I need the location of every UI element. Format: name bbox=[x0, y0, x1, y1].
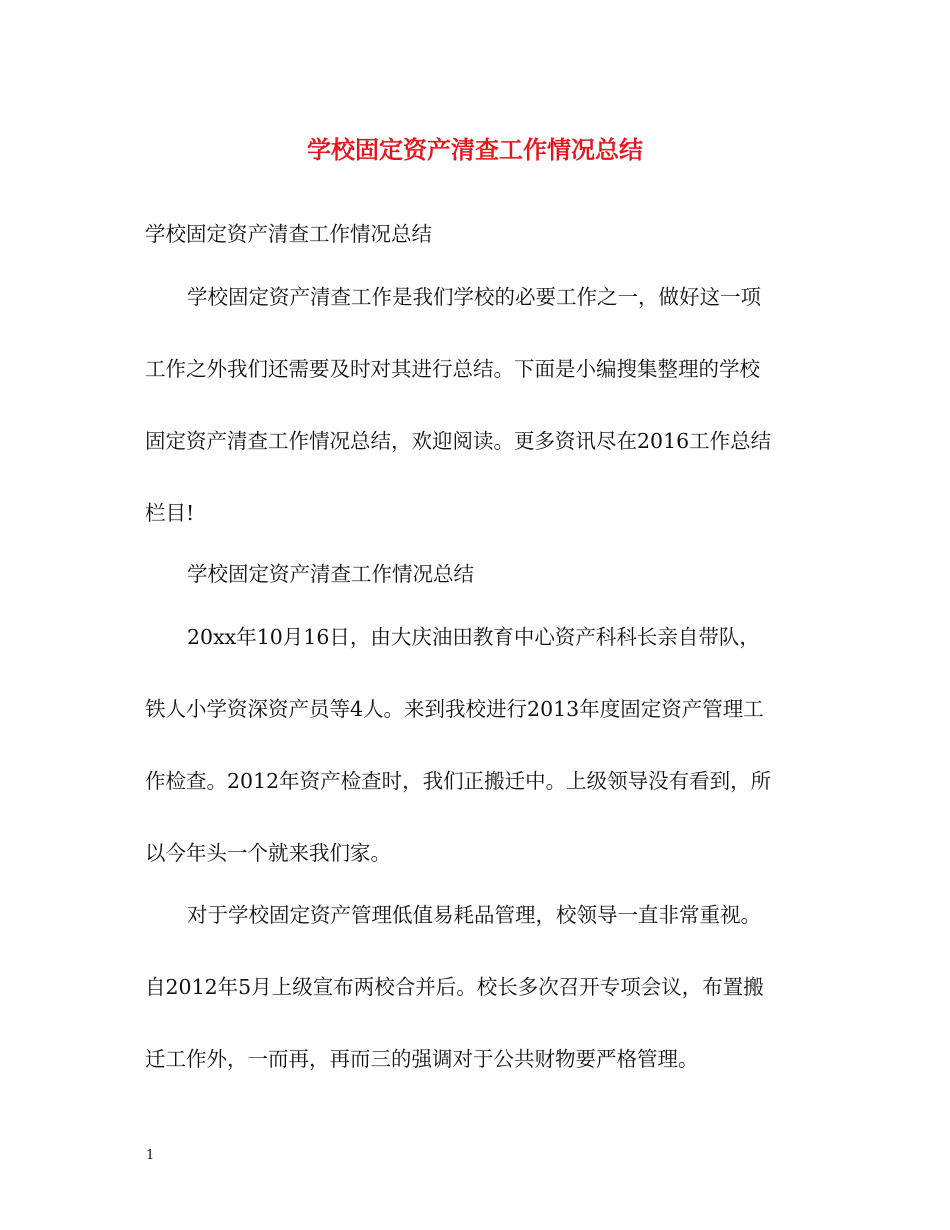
paragraph-line: 栏目! bbox=[145, 501, 195, 525]
paragraph-line: 学校固定资产清查工作是我们学校的必要工作之一，做好这一项 bbox=[187, 285, 761, 309]
paragraph-line: 迁工作外，一而再，再而三的强调对于公共财物要严格管理。 bbox=[145, 1047, 699, 1071]
paragraph-line: 20xx年10月16日，由大庆油田教育中心资产科科长亲自带队， bbox=[187, 625, 760, 649]
paragraph-line: 对于学校固定资产管理低值易耗品管理，校领导一直非常重视。 bbox=[187, 903, 761, 927]
paragraph-line: 以今年头一个就来我们家。 bbox=[145, 841, 391, 865]
section-heading: 学校固定资产清查工作情况总结 bbox=[187, 562, 474, 586]
page-number: 1 bbox=[146, 1148, 155, 1163]
paragraph-line: 作检查。2012年资产检查时，我们正搬迁中。上级领导没有看到，所 bbox=[145, 769, 772, 793]
paragraph-line: 工作之外我们还需要及时对其进行总结。下面是小编搜集整理的学校 bbox=[145, 357, 760, 381]
paragraph-line: 固定资产清查工作情况总结，欢迎阅读。更多资讯尽在2016工作总结 bbox=[145, 429, 772, 453]
paragraph-line: 铁人小学资深资产员等4人。来到我校进行2013年度固定资产管理工 bbox=[145, 697, 764, 721]
paragraph-line: 自2012年5月上级宣布两校合并后。校长多次召开专项会议，布置搬 bbox=[145, 975, 764, 999]
document-title: 学校固定资产清查工作情况总结 bbox=[307, 135, 643, 164]
document-subtitle: 学校固定资产清查工作情况总结 bbox=[145, 222, 432, 246]
